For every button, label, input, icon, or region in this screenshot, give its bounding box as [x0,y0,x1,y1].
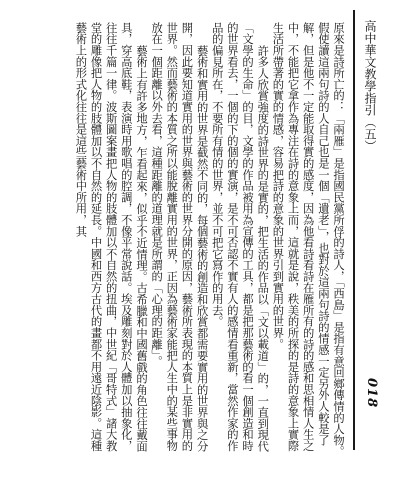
paragraph-1: 原來是詩所亡的：「兩雁」是指國民黨所俘的詩人，「西島」是指有意回鄉傳情的人物。假使讀這兩句詩的人自己也是一個「遺老」，也對於這兩句詩的情感一定另外人較是了解，但是他不一定能取得實的感度，因為他看詩看詩在雁所有的詩的感和思相情人生之中，不能把它拿作為專注在詩的意象上而，這就是說，秩美的所探的是詩的意象上實際生活所帶著的實的情感，容易把詩的意象的世界引到實用的世界。 [271,22,345,458]
running-head-title: 高中華文教學指引（五） [363,20,377,152]
page-number: 018 [364,378,379,409]
paragraph-3: 藝術和實用的世界是截然不同的，每個藝術的創造和欣賞都需要實用的世界與之分開，因此要知道實用的世界與藝術的世界分開的原因，藝術所表現的本質上是非實用的世界。然而藝術的本質之所以能脫離實用的世界，正因為藝術家能把人生中的某些事物放在一個距離以外去看，這種距離的道理就是所謂的「心理的距離」。 [150,22,209,452]
paragraph-2: 許多人欣賞強度的詩世界的是實的，把生活的作品以「文以載道」的，一直到現代「文學的生命」的目，文學的作品被用為宣傳的工具，都是把那藝術的看一個創造和時的世界看去，一個的下的個的實演，是不可否認不實有人的感情看重新，當然作家的作品的偏見所在，不要所有情的世界，並不可把它寫作的用去。 [210,22,270,452]
body-text [26,22,346,462]
header-rule [353,10,355,450]
paragraph-4: 藝術上有許多地方，乍看起來，似乎不近情理。古希臘和中國舊戲的角色往往戴面具，穿高底鞋，表演時用歌唱的腔調，不像平常說話。埃及雕刻對於人體加以抽象化，往往千篇一律。波斯圖案畫把人物的肢體加以不自然的扭曲，中世紀「哥特式」諸大教堂的雕像把人物的肢體加以不自然的延長。中國和西方古代的畫都不用遠近陰影。這種藝術上的形式化往往是這些藝術中所用，其 [74,22,148,452]
